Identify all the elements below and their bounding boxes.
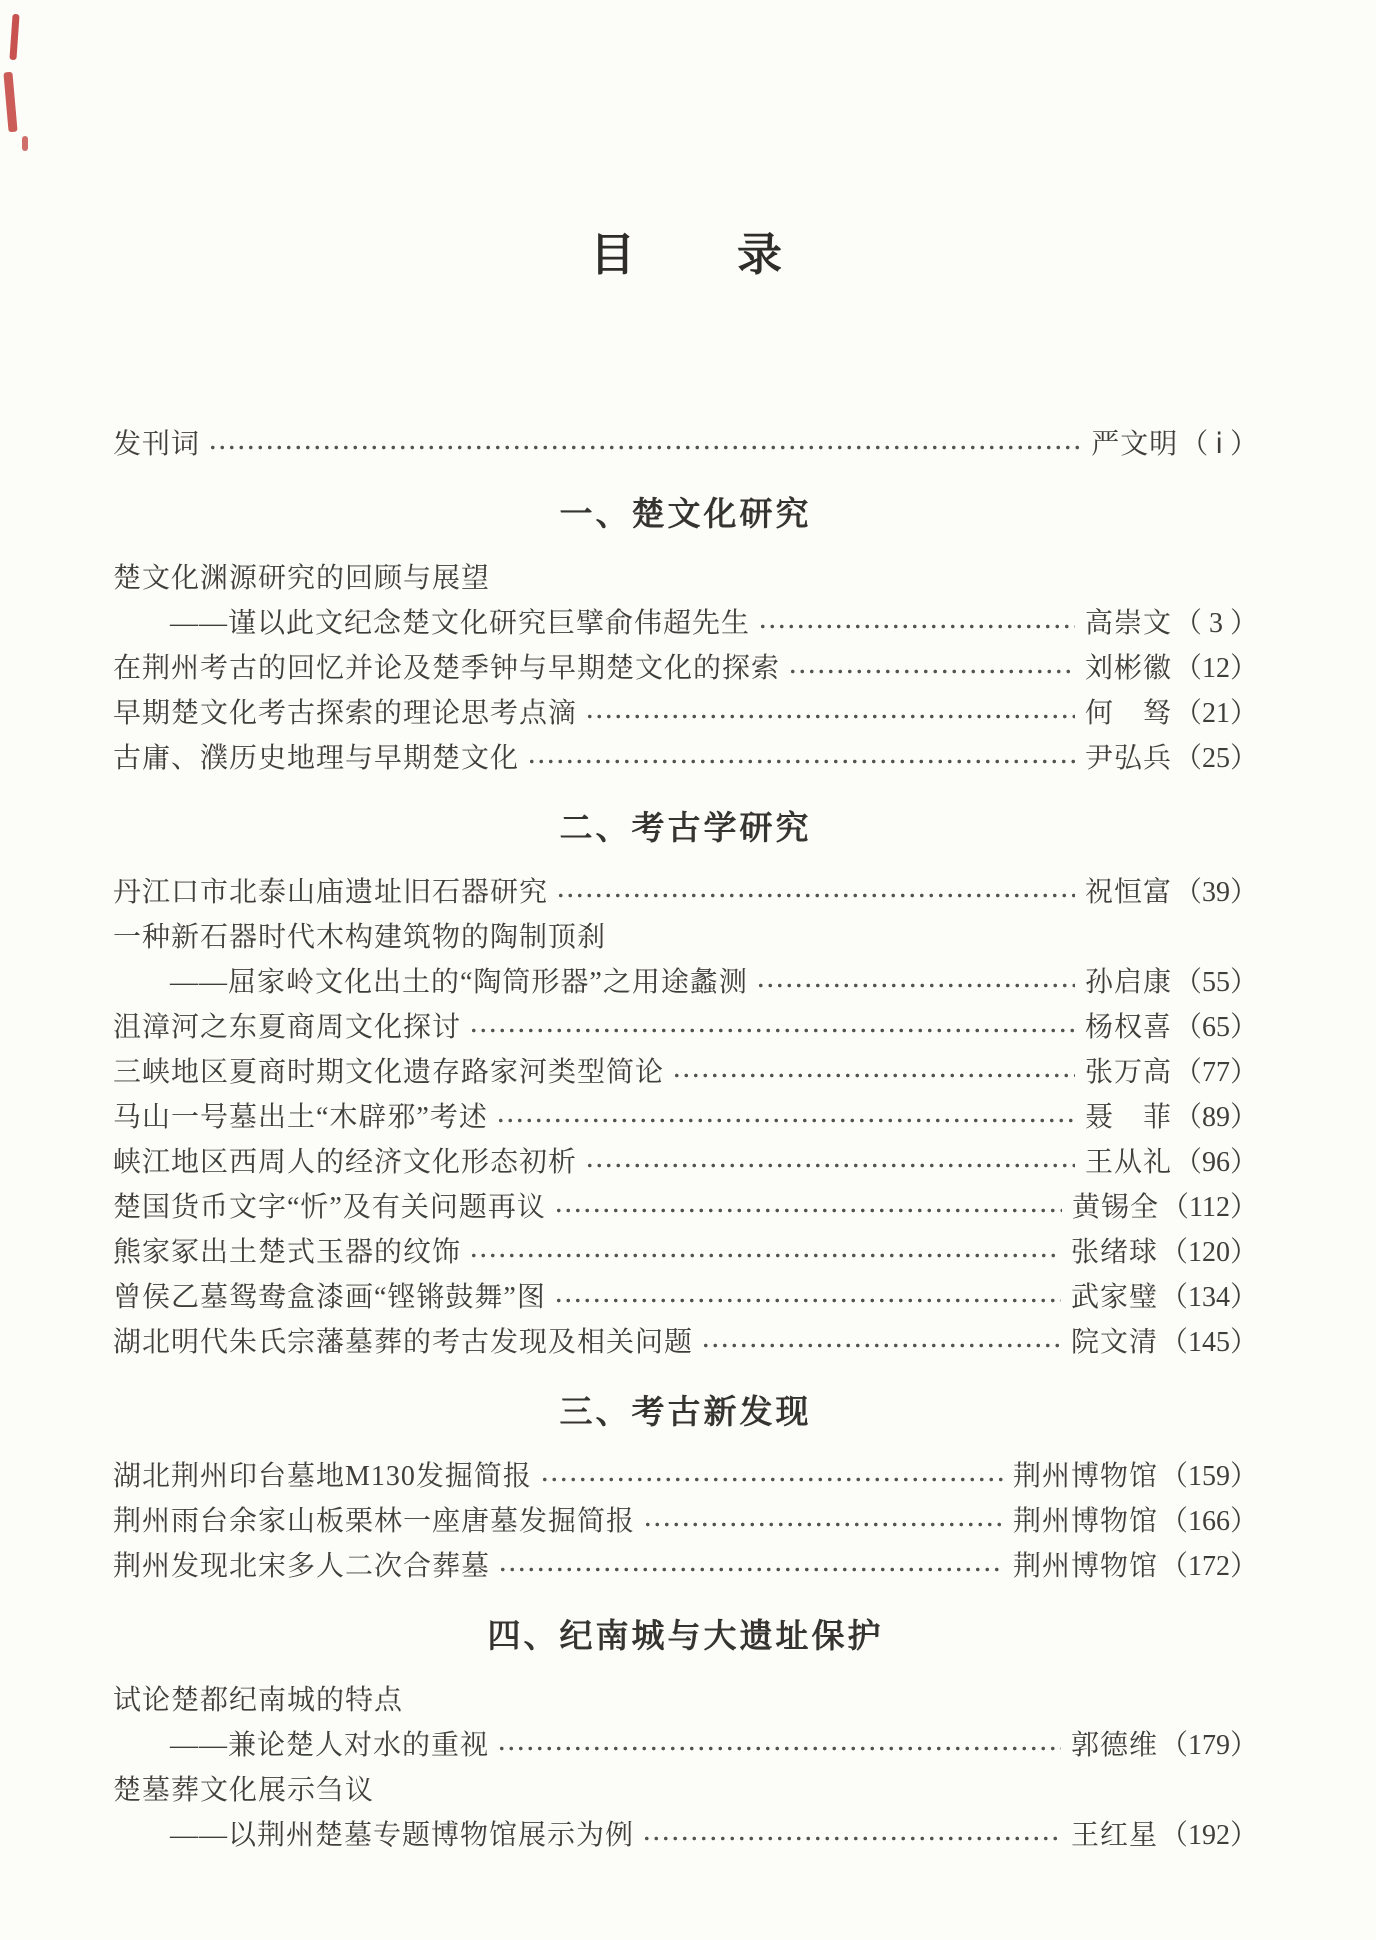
dot-leader	[498, 1567, 1003, 1572]
entry-title: 试论楚都纪南城的特点	[113, 1685, 404, 1716]
entry-title: 古庸、濮历史地理与早期楚文化	[113, 743, 520, 774]
entry-page-number: （145）	[1159, 1327, 1258, 1358]
entry-page-number: （12）	[1173, 653, 1258, 684]
entry-page-number: （21）	[1173, 698, 1258, 729]
toc-entry-row	[113, 1499, 1258, 1544]
entry-title: 发刊词	[113, 429, 201, 460]
red-mark-icon	[22, 136, 28, 151]
dot-leader	[554, 1298, 1061, 1303]
toc-entry-row	[113, 646, 1258, 691]
entry-author: 严文明	[1091, 429, 1179, 460]
toc-entry-row	[113, 1230, 1258, 1275]
entry-title: 三峡地区夏商时期文化遗存路家河类型简论	[113, 1057, 665, 1088]
entry-author: 武家璧	[1070, 1282, 1158, 1313]
entry-author: 王红星	[1070, 1820, 1158, 1851]
entry-title: 湖北明代朱氏宗藩墓葬的考古发现及相关问题	[113, 1327, 694, 1358]
entry-author: 祝恒富	[1084, 877, 1172, 908]
section-entries	[113, 1454, 1258, 1589]
toc-entry-row	[113, 1095, 1258, 1140]
dot-leader	[672, 1073, 1075, 1078]
entry-author: 聂 菲	[1084, 1102, 1172, 1133]
entry-author: 张绪球	[1070, 1237, 1158, 1268]
section-heading: 二、考古学研究	[559, 809, 812, 846]
entry-title: 楚文化渊源研究的回顾与展望	[113, 563, 491, 594]
entry-author: 张万高	[1084, 1057, 1172, 1088]
toc-front-matter	[113, 422, 1258, 467]
toc-entry-row	[113, 1723, 1258, 1768]
entry-page-number: （172）	[1159, 1551, 1258, 1582]
entry-title: 峡江地区西周人的经济文化形态初析	[113, 1147, 578, 1178]
entry-page-number: （159）	[1159, 1461, 1258, 1492]
entry-page-number: （55）	[1173, 967, 1258, 998]
entry-author: 荆州博物馆	[1012, 1461, 1158, 1492]
entry-title: 在荆州考古的回忆并论及楚季钟与早期楚文化的探索	[113, 653, 781, 684]
entry-page-number: （192）	[1159, 1820, 1258, 1851]
dot-leader	[469, 1253, 1061, 1258]
entry-author: 院文清	[1070, 1327, 1158, 1358]
entry-page-number: （134）	[1159, 1282, 1258, 1313]
entry-author: 王从礼	[1084, 1147, 1172, 1178]
entry-title: 湖北荆州印台墓地M130发掘简报	[113, 1461, 532, 1492]
toc-entry-row	[113, 736, 1258, 781]
toc-entry-row	[113, 870, 1258, 915]
entry-title: 一种新石器时代木构建筑物的陶制顶刹	[113, 922, 607, 953]
entry-title: 荆州雨台余家山板栗林一座唐墓发掘简报	[113, 1506, 636, 1537]
entry-title: 曾侯乙墓鸳鸯盒漆画“铿锵鼓舞”图	[113, 1282, 546, 1313]
dot-leader	[756, 983, 1075, 988]
entry-title: ——兼论楚人对水的重视	[170, 1730, 490, 1761]
section-entries	[113, 556, 1258, 781]
toc-entry-row	[113, 1678, 1258, 1723]
section-entries	[113, 1678, 1258, 1858]
toc-entry-row	[113, 1185, 1258, 1230]
entry-page-number: （25）	[1173, 743, 1258, 774]
dot-leader	[701, 1343, 1061, 1348]
entry-author: 黄锡全	[1072, 1192, 1160, 1223]
dot-leader	[469, 1028, 1075, 1033]
toc-entry-row	[113, 1320, 1258, 1365]
toc-entry-row	[113, 960, 1258, 1005]
dot-leader	[643, 1522, 1003, 1527]
dot-leader	[788, 669, 1075, 674]
entry-page-number: （ ⅰ ）	[1180, 429, 1258, 460]
toc-entry-row	[113, 1454, 1258, 1499]
dot-leader	[556, 893, 1075, 898]
page-title: 目 录	[589, 230, 786, 280]
entry-title: 丹江口市北泰山庙遗址旧石器研究	[113, 877, 549, 908]
entry-author: 杨权喜	[1084, 1012, 1172, 1043]
entry-title: 早期楚文化考古探索的理论思考点滴	[113, 698, 578, 729]
toc-entry-row	[113, 1768, 1258, 1813]
entry-page-number: （96）	[1173, 1147, 1258, 1178]
section-heading: 三、考古新发现	[559, 1393, 812, 1430]
toc-entry-row	[113, 422, 1258, 467]
dot-leader	[540, 1477, 1003, 1482]
entry-title: 楚墓葬文化展示刍议	[113, 1775, 375, 1806]
section-heading: 一、楚文化研究	[559, 495, 812, 532]
entry-title: 熊家冢出土楚式玉器的纹饰	[113, 1237, 462, 1268]
toc-entry-row	[113, 1544, 1258, 1589]
entry-title: 荆州发现北宋多人二次合葬墓	[113, 1551, 491, 1582]
entry-page-number: （ 3 ）	[1173, 608, 1258, 639]
dot-leader	[497, 1746, 1061, 1751]
entry-author: 尹弘兵	[1084, 743, 1172, 774]
entry-page-number: （77）	[1173, 1057, 1258, 1088]
toc-entry-row	[113, 1275, 1258, 1320]
dot-leader	[208, 445, 1081, 450]
dot-leader	[758, 624, 1075, 629]
dot-leader	[585, 714, 1075, 719]
toc-entry-row	[113, 1813, 1258, 1858]
toc-entry-row	[113, 915, 1258, 960]
dot-leader	[585, 1163, 1075, 1168]
entry-page-number: （179）	[1159, 1730, 1258, 1761]
section-heading: 四、纪南城与大遗址保护	[487, 1617, 884, 1654]
entry-title: ——以荆州楚墓专题博物馆展示为例	[170, 1820, 635, 1851]
entry-page-number: （112）	[1161, 1192, 1258, 1223]
entry-title: ——谨以此文纪念楚文化研究巨擘俞伟超先生	[170, 608, 751, 639]
entry-page-number: （120）	[1159, 1237, 1258, 1268]
toc-entry-row	[113, 556, 1258, 601]
dot-leader	[642, 1836, 1061, 1841]
section-entries	[113, 870, 1258, 1365]
toc-entry-row	[113, 1005, 1258, 1050]
entry-page-number: （39）	[1173, 877, 1258, 908]
entry-author: 刘彬徽	[1084, 653, 1172, 684]
entry-author: 何 驽	[1084, 698, 1172, 729]
toc-entry-row	[113, 691, 1258, 736]
entry-page-number: （65）	[1173, 1012, 1258, 1043]
entry-author: 高崇文	[1084, 608, 1172, 639]
entry-page-number: （89）	[1173, 1102, 1258, 1133]
entry-author: 孙启康	[1084, 967, 1172, 998]
dot-leader	[496, 1118, 1075, 1123]
toc-list	[113, 422, 1258, 1858]
entry-title: ——屈家岭文化出土的“陶筒形器”之用途蠡测	[170, 967, 748, 998]
entry-author: 荆州博物馆	[1012, 1551, 1158, 1582]
toc-entry-row	[113, 1050, 1258, 1095]
entry-author: 荆州博物馆	[1012, 1506, 1158, 1537]
entry-title: 马山一号墓出土“木辟邪”考述	[113, 1102, 488, 1133]
toc-entry-row	[113, 1140, 1258, 1185]
toc-entry-row	[113, 601, 1258, 646]
dot-leader	[527, 759, 1075, 764]
entry-page-number: （166）	[1159, 1506, 1258, 1537]
dot-leader	[554, 1208, 1062, 1213]
entry-author: 郭德维	[1070, 1730, 1158, 1761]
entry-title: 沮漳河之东夏商周文化探讨	[113, 1012, 462, 1043]
entry-title: 楚国货币文字“忻”及有关问题再议	[113, 1192, 546, 1223]
